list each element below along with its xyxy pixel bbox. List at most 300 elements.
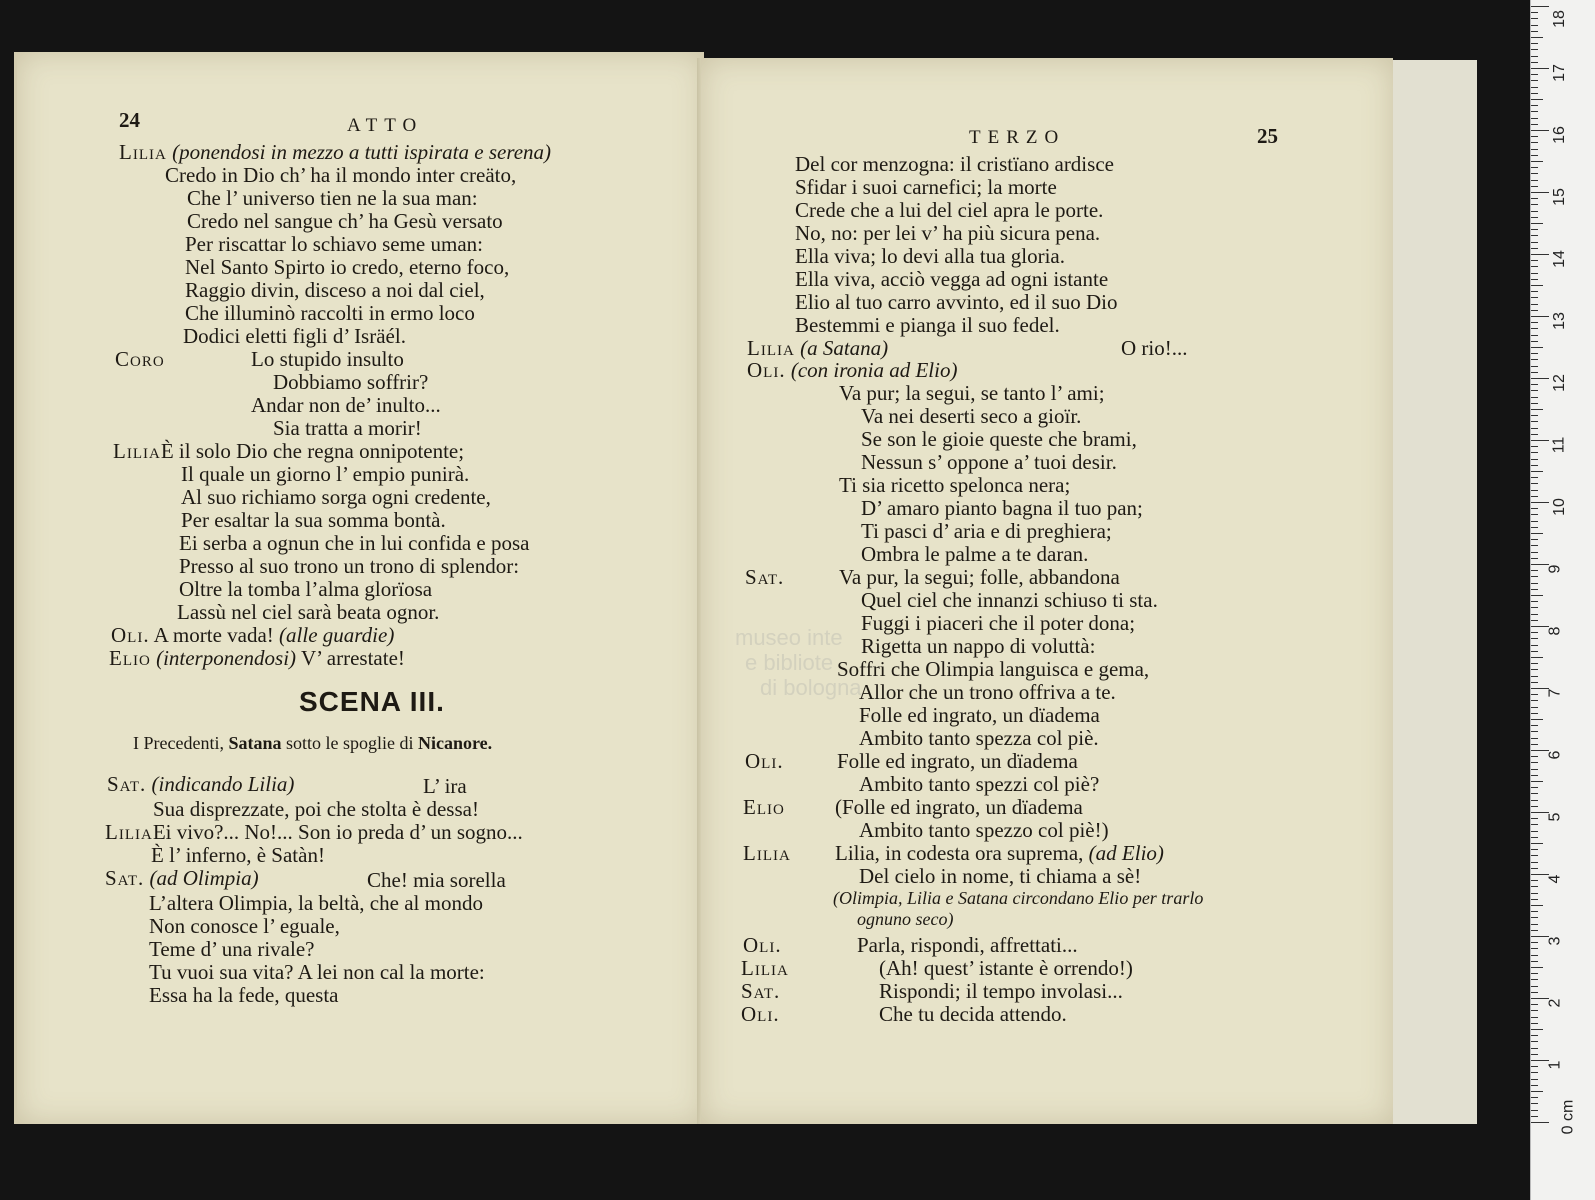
verse-line: Teme d’ una rivale? <box>149 937 315 961</box>
ruler-tick <box>1531 1054 1538 1055</box>
stage-direction: (ponendosi in mezzo a tutti ispirata e serena) <box>172 140 552 164</box>
speaker-label: Elio <box>743 795 785 819</box>
ruler-tick <box>1531 322 1538 323</box>
ruler-tick <box>1531 186 1538 187</box>
verse-line: Fuggi i piaceri che il poter dona; <box>861 611 1136 635</box>
ruler-tick <box>1531 415 1538 416</box>
ruler-tick <box>1531 837 1538 838</box>
ruler-tick <box>1531 514 1538 515</box>
ruler-tick <box>1531 6 1549 7</box>
ruler-tick <box>1531 310 1538 311</box>
verse-line: Ambito tanto spezzi col piè? <box>859 772 1100 796</box>
ruler-tick <box>1531 886 1538 887</box>
ruler-tick <box>1531 341 1538 342</box>
speaker-label: Oli. <box>743 933 782 957</box>
verse-line: Ei serba a ognun che in lui confida e posa <box>179 531 530 555</box>
speech-line <box>747 338 888 359</box>
ruler-tick <box>1531 124 1538 125</box>
ruler-tick <box>1531 781 1543 782</box>
ruler-tick <box>1531 800 1538 801</box>
verse-line: Sua disprezzate, poi che stolta è dessa! <box>153 797 479 821</box>
verse-line: Rigetta un nappo di voluttà: <box>861 634 1096 658</box>
verse-line: Soffri che Olimpia languisca e gema, <box>837 657 1150 681</box>
measurement-ruler <box>1530 0 1595 1200</box>
ruler-tick <box>1531 775 1538 776</box>
ruler-tick <box>1531 713 1538 714</box>
ruler-tick <box>1531 924 1538 925</box>
stage-direction: (Olimpia, Lilia e Satana circondano Elio per trarlo <box>833 888 1204 908</box>
ruler-unit: 0 cm <box>1559 1099 1577 1135</box>
ruler-tick <box>1531 198 1538 199</box>
verse-line: Allor che un trono offriva a te. <box>859 680 1116 704</box>
left-page <box>14 52 704 1124</box>
ruler-tick <box>1531 731 1538 732</box>
ruler-number: 3 <box>1546 936 1564 946</box>
ruler-tick <box>1531 93 1538 94</box>
ruler-tick <box>1531 824 1538 825</box>
ruler-tick <box>1531 1085 1538 1086</box>
ruler-tick <box>1531 942 1538 943</box>
watermark-text: e bibliote <box>745 650 834 675</box>
speech-line <box>109 648 405 669</box>
ruler-tick <box>1531 173 1538 174</box>
speech-line <box>111 625 394 646</box>
ruler-tick <box>1531 899 1538 900</box>
ruler-tick <box>1531 87 1538 88</box>
verse-line: Credo nel sangue ch’ ha Gesù versato <box>187 209 503 233</box>
ruler-tick <box>1531 607 1538 608</box>
verse-line: Credo in Dio ch’ ha il mondo inter creäto, <box>165 163 517 187</box>
speaker-label: Sat. <box>745 565 785 589</box>
ruler-tick <box>1531 651 1538 652</box>
ruler-tick <box>1531 676 1538 677</box>
verse-line: Crede che a lui del ciel apra le porte. <box>795 198 1104 222</box>
ruler-tick <box>1531 1017 1538 1018</box>
verse-line: Ti pasci d’ aria e di preghiera; <box>861 519 1112 543</box>
ruler-number: 12 <box>1550 374 1568 392</box>
ruler-tick <box>1531 155 1538 156</box>
ruler-tick <box>1531 831 1538 832</box>
ruler-tick <box>1531 843 1543 844</box>
ruler-tick <box>1531 180 1538 181</box>
ruler-tick <box>1531 118 1538 119</box>
speaker-label: Coro <box>115 347 165 371</box>
speaker-label: Oli. <box>111 623 150 647</box>
ruler-tick <box>1531 539 1538 540</box>
speaker-label: Oli. <box>745 749 784 773</box>
ruler-tick <box>1531 849 1538 850</box>
stage-direction: ognuno seco) <box>857 909 954 929</box>
ruler-tick <box>1531 979 1538 980</box>
ruler-tick <box>1531 880 1538 881</box>
speaker-label: Lilia <box>741 956 789 980</box>
ruler-tick <box>1531 992 1538 993</box>
running-header: ATTO <box>347 115 424 136</box>
ruler-number: 13 <box>1550 312 1568 330</box>
ruler-tick <box>1531 111 1538 112</box>
ruler-tick <box>1531 998 1549 999</box>
speech-line <box>119 142 551 163</box>
ruler-tick <box>1531 273 1538 274</box>
ruler-number: 6 <box>1546 750 1564 760</box>
speaker-label: Sat. <box>741 979 781 1003</box>
running-header: TERZO <box>969 127 1066 148</box>
ruler-tick <box>1531 967 1543 968</box>
verse-line: Il quale un giorno l’ empio punirà. <box>181 462 470 486</box>
ruler-tick <box>1531 589 1538 590</box>
ruler-tick <box>1531 291 1538 292</box>
ruler-tick <box>1531 521 1538 522</box>
ruler-tick <box>1531 769 1538 770</box>
ruler-tick <box>1531 390 1538 391</box>
ruler-tick <box>1531 161 1543 162</box>
verse-line: (Ah! quest’ istante è orrendo!) <box>879 956 1133 980</box>
speaker-label: Oli. <box>741 1002 780 1026</box>
verse-line: Folle ed ingrato, un dïadema <box>837 749 1078 773</box>
ruler-tick <box>1531 905 1543 906</box>
ruler-tick <box>1531 74 1538 75</box>
ruler-tick <box>1531 669 1538 670</box>
verse-line: Che tu decida attendo. <box>879 1002 1067 1026</box>
ruler-tick <box>1531 149 1538 150</box>
ruler-tick <box>1531 645 1538 646</box>
ruler-tick <box>1531 893 1538 894</box>
speech-line <box>747 360 957 381</box>
ruler-tick <box>1531 663 1538 664</box>
ruler-tick <box>1531 545 1538 546</box>
ruler-tick <box>1531 862 1538 863</box>
verse-line: Va pur; la segui, se tanto l’ ami; <box>839 381 1105 405</box>
ruler-tick <box>1531 626 1549 627</box>
ruler-tick <box>1531 347 1543 348</box>
stage-direction: (ad Olimpia) <box>149 866 259 890</box>
ruler-tick <box>1531 930 1538 931</box>
ruler-number: 14 <box>1550 250 1568 268</box>
stage-direction: (con ironia ad Elio) <box>790 358 958 382</box>
ruler-tick <box>1531 421 1538 422</box>
ruler-tick <box>1531 1122 1549 1123</box>
page-number: 25 <box>1257 124 1278 148</box>
right-page <box>701 58 1393 1124</box>
ruler-tick <box>1531 378 1549 379</box>
verse-line: Del cielo in nome, ti chiama a sè! <box>859 864 1142 888</box>
stage-direction: (interponendosi) <box>156 646 297 670</box>
ruler-tick <box>1531 211 1538 212</box>
ruler-tick <box>1531 223 1543 224</box>
ruler-tick <box>1531 279 1538 280</box>
ruler-tick <box>1531 328 1538 329</box>
stage-direction: (ad Elio) <box>1088 841 1164 865</box>
ruler-tick <box>1531 260 1538 261</box>
ruler-tick <box>1531 874 1549 875</box>
ruler-tick <box>1531 725 1538 726</box>
ruler-tick <box>1531 43 1538 44</box>
verse-line: Che l’ universo tien ne la sua man: <box>187 186 478 210</box>
ruler-tick <box>1531 682 1538 683</box>
ruler-tick <box>1531 204 1538 205</box>
ruler-tick <box>1531 68 1549 69</box>
ruler-tick <box>1531 130 1549 131</box>
speech-line <box>105 822 523 843</box>
ruler-tick <box>1531 1029 1543 1030</box>
verse-line: Dobbiamo soffrir? <box>273 370 429 394</box>
speaker-label: Lilia <box>747 336 795 360</box>
verse-line: Folle ed ingrato, un dïadema <box>859 703 1100 727</box>
verse-line: O rio!... <box>1121 336 1188 360</box>
ruler-tick <box>1531 471 1543 472</box>
ruler-tick <box>1531 56 1538 57</box>
ruler-number: 9 <box>1546 564 1564 574</box>
verse-line: Lassù nel ciel sarà beata ognor. <box>177 600 440 624</box>
verse-line: L’ ira <box>423 774 467 798</box>
verse-line: Per esaltar la sua somma bontà. <box>181 508 446 532</box>
ruler-tick <box>1531 384 1538 385</box>
ruler-tick <box>1531 787 1538 788</box>
ruler-tick <box>1531 1103 1538 1104</box>
ruler-tick <box>1531 502 1549 503</box>
ruler-tick <box>1531 490 1538 491</box>
verse-line: Oltre la tomba l’alma glorïosa <box>179 577 433 601</box>
ruler-tick <box>1531 527 1538 528</box>
ruler-tick <box>1531 335 1538 336</box>
verse-line: Sfidar i suoi carnefici; la morte <box>795 175 1057 199</box>
verse-line: Non conosce l’ eguale, <box>149 914 340 938</box>
ruler-number: 18 <box>1550 10 1568 28</box>
verse-line: Ambito tanto spezzo col piè!) <box>859 818 1109 842</box>
scene-title: SCENA III. <box>299 686 445 717</box>
ruler-tick <box>1531 483 1538 484</box>
ruler-tick <box>1531 812 1549 813</box>
ruler-tick <box>1531 793 1538 794</box>
ruler-tick <box>1531 452 1538 453</box>
verse-line: Raggio divin, disceso a noi dal ciel, <box>185 278 485 302</box>
ruler-tick <box>1531 1004 1538 1005</box>
ruler-tick <box>1531 446 1538 447</box>
ruler-tick <box>1531 1010 1538 1011</box>
verse-line: Per riscattar lo schiavo seme uman: <box>185 232 483 256</box>
speaker-label: Sat. <box>107 772 147 796</box>
ruler-tick <box>1531 818 1538 819</box>
verse-line: (Folle ed ingrato, un dïadema <box>835 795 1083 819</box>
verse-line: V’ arrestate! <box>300 646 405 670</box>
ruler-tick <box>1531 25 1538 26</box>
ruler-tick <box>1531 700 1538 701</box>
ruler-tick <box>1531 1091 1543 1092</box>
ruler-tick <box>1531 316 1549 317</box>
ruler-tick <box>1531 917 1538 918</box>
ruler-tick <box>1531 359 1538 360</box>
ruler-tick <box>1531 955 1538 956</box>
verse-line: Ombra le palme a te daran. <box>861 542 1089 566</box>
speech-line <box>835 843 1164 864</box>
ruler-tick <box>1531 688 1549 689</box>
ruler-tick <box>1531 744 1538 745</box>
verse-line: Ella viva, acciò vegga ad ogni istante <box>795 267 1109 291</box>
ruler-tick <box>1531 1048 1538 1049</box>
verse-line: Ella viva; lo devi alla tua gloria. <box>795 244 1065 268</box>
ruler-tick <box>1531 254 1549 255</box>
ruler-tick <box>1531 1116 1538 1117</box>
verse-line: Parla, rispondi, affrettati... <box>857 933 1078 957</box>
ruler-tick <box>1531 558 1538 559</box>
ruler-tick <box>1531 564 1549 565</box>
verse-line: Andar non de’ inulto... <box>251 393 441 417</box>
ruler-tick <box>1531 428 1538 429</box>
speech-line <box>113 441 464 462</box>
ruler-tick <box>1531 533 1543 534</box>
verse-line: Nel Santo Spirto io credo, eterno foco, <box>185 255 510 279</box>
ruler-tick <box>1531 986 1538 987</box>
ruler-tick <box>1531 403 1538 404</box>
scene-description: I Precedenti, Satana sotto le spoglie di Nicanore. <box>133 733 493 753</box>
ruler-tick <box>1531 638 1538 639</box>
ruler-number: 2 <box>1546 998 1564 1008</box>
ruler-tick <box>1531 657 1543 658</box>
verse-line: Va nei deserti seco a gioïr. <box>861 404 1082 428</box>
ruler-tick <box>1531 1041 1538 1042</box>
ruler-tick <box>1531 1060 1549 1061</box>
verse-line: È l’ inferno, è Satàn! <box>151 843 325 867</box>
ruler-tick <box>1531 738 1538 739</box>
watermark-text: di bologna <box>760 675 862 700</box>
ruler-tick <box>1531 1097 1538 1098</box>
ruler-number: 10 <box>1550 498 1568 516</box>
ruler-tick <box>1531 694 1538 695</box>
ruler-number: 11 <box>1550 436 1568 454</box>
ruler-tick <box>1531 868 1538 869</box>
verse-line: D’ amaro pianto bagna il tuo pan; <box>861 496 1143 520</box>
ruler-tick <box>1531 142 1538 143</box>
ruler-tick <box>1531 285 1543 286</box>
speaker-label: Sat. <box>105 866 145 890</box>
speaker-label: Elio <box>109 646 151 670</box>
ruler-tick <box>1531 1035 1538 1036</box>
verse-line: Quel ciel che innanzi schiuso ti sta. <box>861 588 1158 612</box>
ruler-tick <box>1531 1066 1538 1067</box>
ruler-tick <box>1531 465 1538 466</box>
ruler-tick <box>1531 99 1543 100</box>
ruler-number: 16 <box>1550 126 1568 144</box>
verse-line: Essa ha la fede, questa <box>149 983 339 1007</box>
ruler-tick <box>1531 1072 1538 1073</box>
ruler-tick <box>1531 235 1538 236</box>
ruler-tick <box>1531 297 1538 298</box>
ruler-tick <box>1531 397 1538 398</box>
ruler-tick <box>1531 217 1538 218</box>
stage-direction: (indicando Lilia) <box>151 772 295 796</box>
stage-direction: (alle guardie) <box>279 623 395 647</box>
ruler-tick <box>1531 304 1538 305</box>
verse-line: Ei vivo?... No!... Son io preda d’ un sogno... <box>152 820 523 844</box>
speech-line <box>107 774 294 795</box>
verse-line: Lo stupido insulto <box>251 347 404 371</box>
verse-line: Rispondi; il tempo involasi... <box>879 979 1123 1003</box>
ruler-tick <box>1531 434 1538 435</box>
verse-line: No, no: per lei v’ ha più sicura pena. <box>795 221 1101 245</box>
ruler-tick <box>1531 266 1538 267</box>
ruler-tick <box>1531 1023 1538 1024</box>
ruler-tick <box>1531 756 1538 757</box>
ruler-tick <box>1531 583 1538 584</box>
ruler-tick <box>1531 570 1538 571</box>
ruler-tick <box>1531 750 1549 751</box>
speech-line <box>105 868 259 889</box>
ruler-tick <box>1531 477 1538 478</box>
ruler-tick <box>1531 37 1543 38</box>
ruler-tick <box>1531 80 1538 81</box>
verse-line: Se son le gioie queste che brami, <box>861 427 1137 451</box>
ruler-tick <box>1531 552 1538 553</box>
ruler-tick <box>1531 595 1543 596</box>
verse-line: Tu vuoi sua vita? A lei non cal la morte: <box>149 960 485 984</box>
ruler-number: 17 <box>1550 64 1568 82</box>
ruler-tick <box>1531 496 1538 497</box>
speaker-label: Lilia <box>113 439 161 463</box>
ruler-tick <box>1531 601 1538 602</box>
ruler-tick <box>1531 366 1538 367</box>
ruler-tick <box>1531 459 1538 460</box>
verse-line: L’altera Olimpia, la beltà, che al mondo <box>149 891 483 915</box>
ruler-tick <box>1531 192 1549 193</box>
ruler-number: 4 <box>1546 874 1564 884</box>
ruler-tick <box>1531 973 1538 974</box>
verse-line: Ti sia ricetto spelonca nera; <box>839 473 1071 497</box>
verse-line: Bestemmi e pianga il suo fedel. <box>795 313 1060 337</box>
verse-line: Che illuminò raccolti in ermo loco <box>185 301 475 325</box>
verse-line: Al suo richiamo sorga ogni credente, <box>181 485 491 509</box>
ruler-number: 8 <box>1546 626 1564 636</box>
page-number: 24 <box>119 108 140 132</box>
speaker-label: Lilia <box>743 841 791 865</box>
speaker-label: Oli. <box>747 358 786 382</box>
ruler-tick <box>1531 409 1543 410</box>
ruler-tick <box>1531 49 1538 50</box>
verse-line: È il solo Dio che regna onnipotente; <box>160 439 465 463</box>
ruler-tick <box>1531 806 1538 807</box>
ruler-number: 5 <box>1546 812 1564 822</box>
ruler-tick <box>1531 248 1538 249</box>
verse-line: Che! mia sorella <box>367 868 506 892</box>
ruler-tick <box>1531 18 1538 19</box>
ruler-tick <box>1531 31 1538 32</box>
ruler-tick <box>1531 614 1538 615</box>
ruler-tick <box>1531 62 1538 63</box>
paper-edge <box>1393 60 1477 1124</box>
stage-direction: (a Satana) <box>800 336 889 360</box>
verse-line: Del cor menzogna: il cristïano ardisce <box>795 152 1114 176</box>
ruler-tick <box>1531 632 1538 633</box>
ruler-tick <box>1531 105 1538 106</box>
verse-line: Presso al suo trono un trono di splendor: <box>179 554 520 578</box>
speaker-label: Lilia <box>105 820 153 844</box>
ruler-number: 7 <box>1546 688 1564 698</box>
ruler-tick <box>1531 719 1543 720</box>
ruler-tick <box>1531 353 1538 354</box>
ruler-tick <box>1531 620 1538 621</box>
verse-line: Dodici eletti figli d’ Isräél. <box>183 324 406 348</box>
verse-line: Ambito tanto spezza col piè. <box>859 726 1099 750</box>
verse-line: Va pur, la segui; folle, abbandona <box>839 565 1120 589</box>
ruler-tick <box>1531 707 1538 708</box>
verse-line: A morte vada! <box>153 623 274 647</box>
verse-line: Lilia, in codesta ora suprema, <box>835 841 1084 865</box>
ruler-tick <box>1531 167 1538 168</box>
ruler-tick <box>1531 440 1549 441</box>
ruler-tick <box>1531 961 1538 962</box>
ruler-tick <box>1531 948 1538 949</box>
ruler-tick <box>1531 576 1538 577</box>
ruler-number: 15 <box>1550 188 1568 206</box>
